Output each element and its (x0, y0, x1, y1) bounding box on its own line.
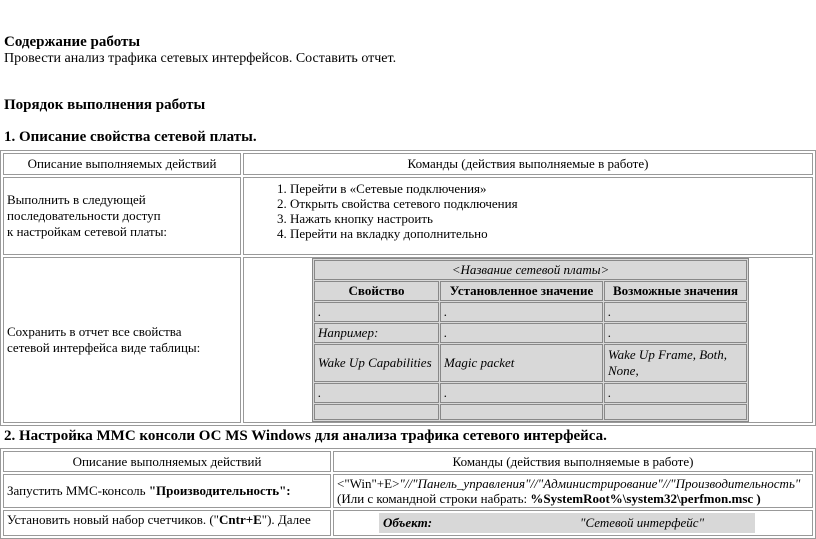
properties-header: Установленное значение (440, 281, 603, 301)
table-cell: . (604, 302, 747, 322)
table-cell: Wake Up Capabilities (314, 344, 439, 382)
row1-desc-line: последовательности доступ (7, 208, 161, 223)
table-cell: . (440, 302, 603, 322)
section2-row1-cmd (333, 474, 813, 508)
order-heading: Порядок выполнения работы (4, 97, 206, 113)
list-item: 2. Открыть свойства сетевого подключения (290, 196, 809, 211)
section2-table (0, 448, 816, 539)
section2-col1-header: Описание выполняемых действий (3, 451, 331, 472)
row2-desc-plain1: Установить новый набор счетчиков. (" (7, 512, 219, 527)
table-cell: Wake Up Frame, Both, None, (604, 344, 747, 382)
table-cell: . (314, 383, 439, 403)
table-cell (604, 404, 747, 420)
section1-col2-header: Команды (действия выполняемые в работе) (243, 153, 813, 175)
cmd-line-1-plain: <"Win"+E> (337, 476, 400, 491)
list-item: 3. Нажать кнопку настроить (290, 211, 809, 226)
table-cell: . (440, 323, 603, 343)
object-value: "Сетевой интерфейс" (577, 514, 754, 532)
table-cell (440, 404, 603, 420)
list-item: 4. Перейти на вкладку дополнительно (290, 226, 809, 241)
section1-heading: 1. Описание свойства сетевой платы. (4, 129, 257, 145)
properties-table (312, 258, 749, 422)
section2-col2-header: Команды (действия выполняемые в работе) (333, 451, 813, 472)
section1-table (0, 150, 816, 426)
table-cell (314, 404, 439, 420)
list-item: 1. Перейти в «Сетевые подключения» (290, 181, 809, 196)
row2-desc-bold: Cntr+E (219, 512, 262, 527)
properties-table-caption: <Название сетевой платы> (314, 260, 747, 280)
table-cell: . (604, 323, 747, 343)
row2-desc-plain2: "). Далее (261, 512, 311, 527)
cmd-line-2-bold: %SystemRoot%\system32\perfmon.msc ) (530, 491, 761, 506)
row2-desc-line: сетевой интерфейса виде таблицы: (7, 340, 201, 355)
section1-row1-desc (3, 177, 241, 255)
section2-row2-desc (3, 510, 331, 536)
properties-header: Свойство (314, 281, 439, 301)
section2-heading: 2. Настройка MMC консоли ОС MS Windows для анализа трафика сетевого интерфейса. (4, 428, 607, 444)
cmd-line-2-plain: (Или с командной строки набрать: (337, 491, 531, 506)
section1-col1-header: Описание выполняемых действий (3, 153, 241, 175)
section1-row2-table-cell (243, 257, 813, 423)
row1-desc-line: Выполнить в следующей (7, 192, 146, 207)
table-cell: Например: (314, 323, 439, 343)
section1-row2-desc (3, 257, 241, 423)
object-table (379, 513, 755, 533)
content-heading: Содержание работы (4, 34, 141, 50)
table-cell: . (604, 383, 747, 403)
section1-row1-steps (243, 177, 813, 255)
row2-desc-line: Сохранить в отчет все свойства (7, 324, 182, 339)
row1-desc-plain: Запустить MMC-консоль (7, 483, 149, 498)
properties-header: Возможные значения (604, 281, 747, 301)
section2-row1-desc (3, 474, 331, 508)
cmd-line-1 (337, 476, 809, 491)
cmd-line-2 (337, 491, 809, 506)
steps-list (247, 181, 809, 241)
cmd-line-1-italic: "//"Панель_управления"//"Администрирование"//"Производительность" (399, 476, 801, 491)
section2-row2-obj-cell (333, 510, 813, 536)
object-label: Объект: (380, 514, 576, 532)
table-cell: . (440, 383, 603, 403)
row1-desc-bold: "Производительность": (148, 483, 291, 498)
row1-desc-line: к настройкам сетевой платы: (7, 224, 168, 239)
content-text: Провести анализ трафика сетевых интерфейсов. Составить отчет. (4, 51, 397, 66)
table-cell: . (314, 302, 439, 322)
table-cell: Magic packet (440, 344, 603, 382)
